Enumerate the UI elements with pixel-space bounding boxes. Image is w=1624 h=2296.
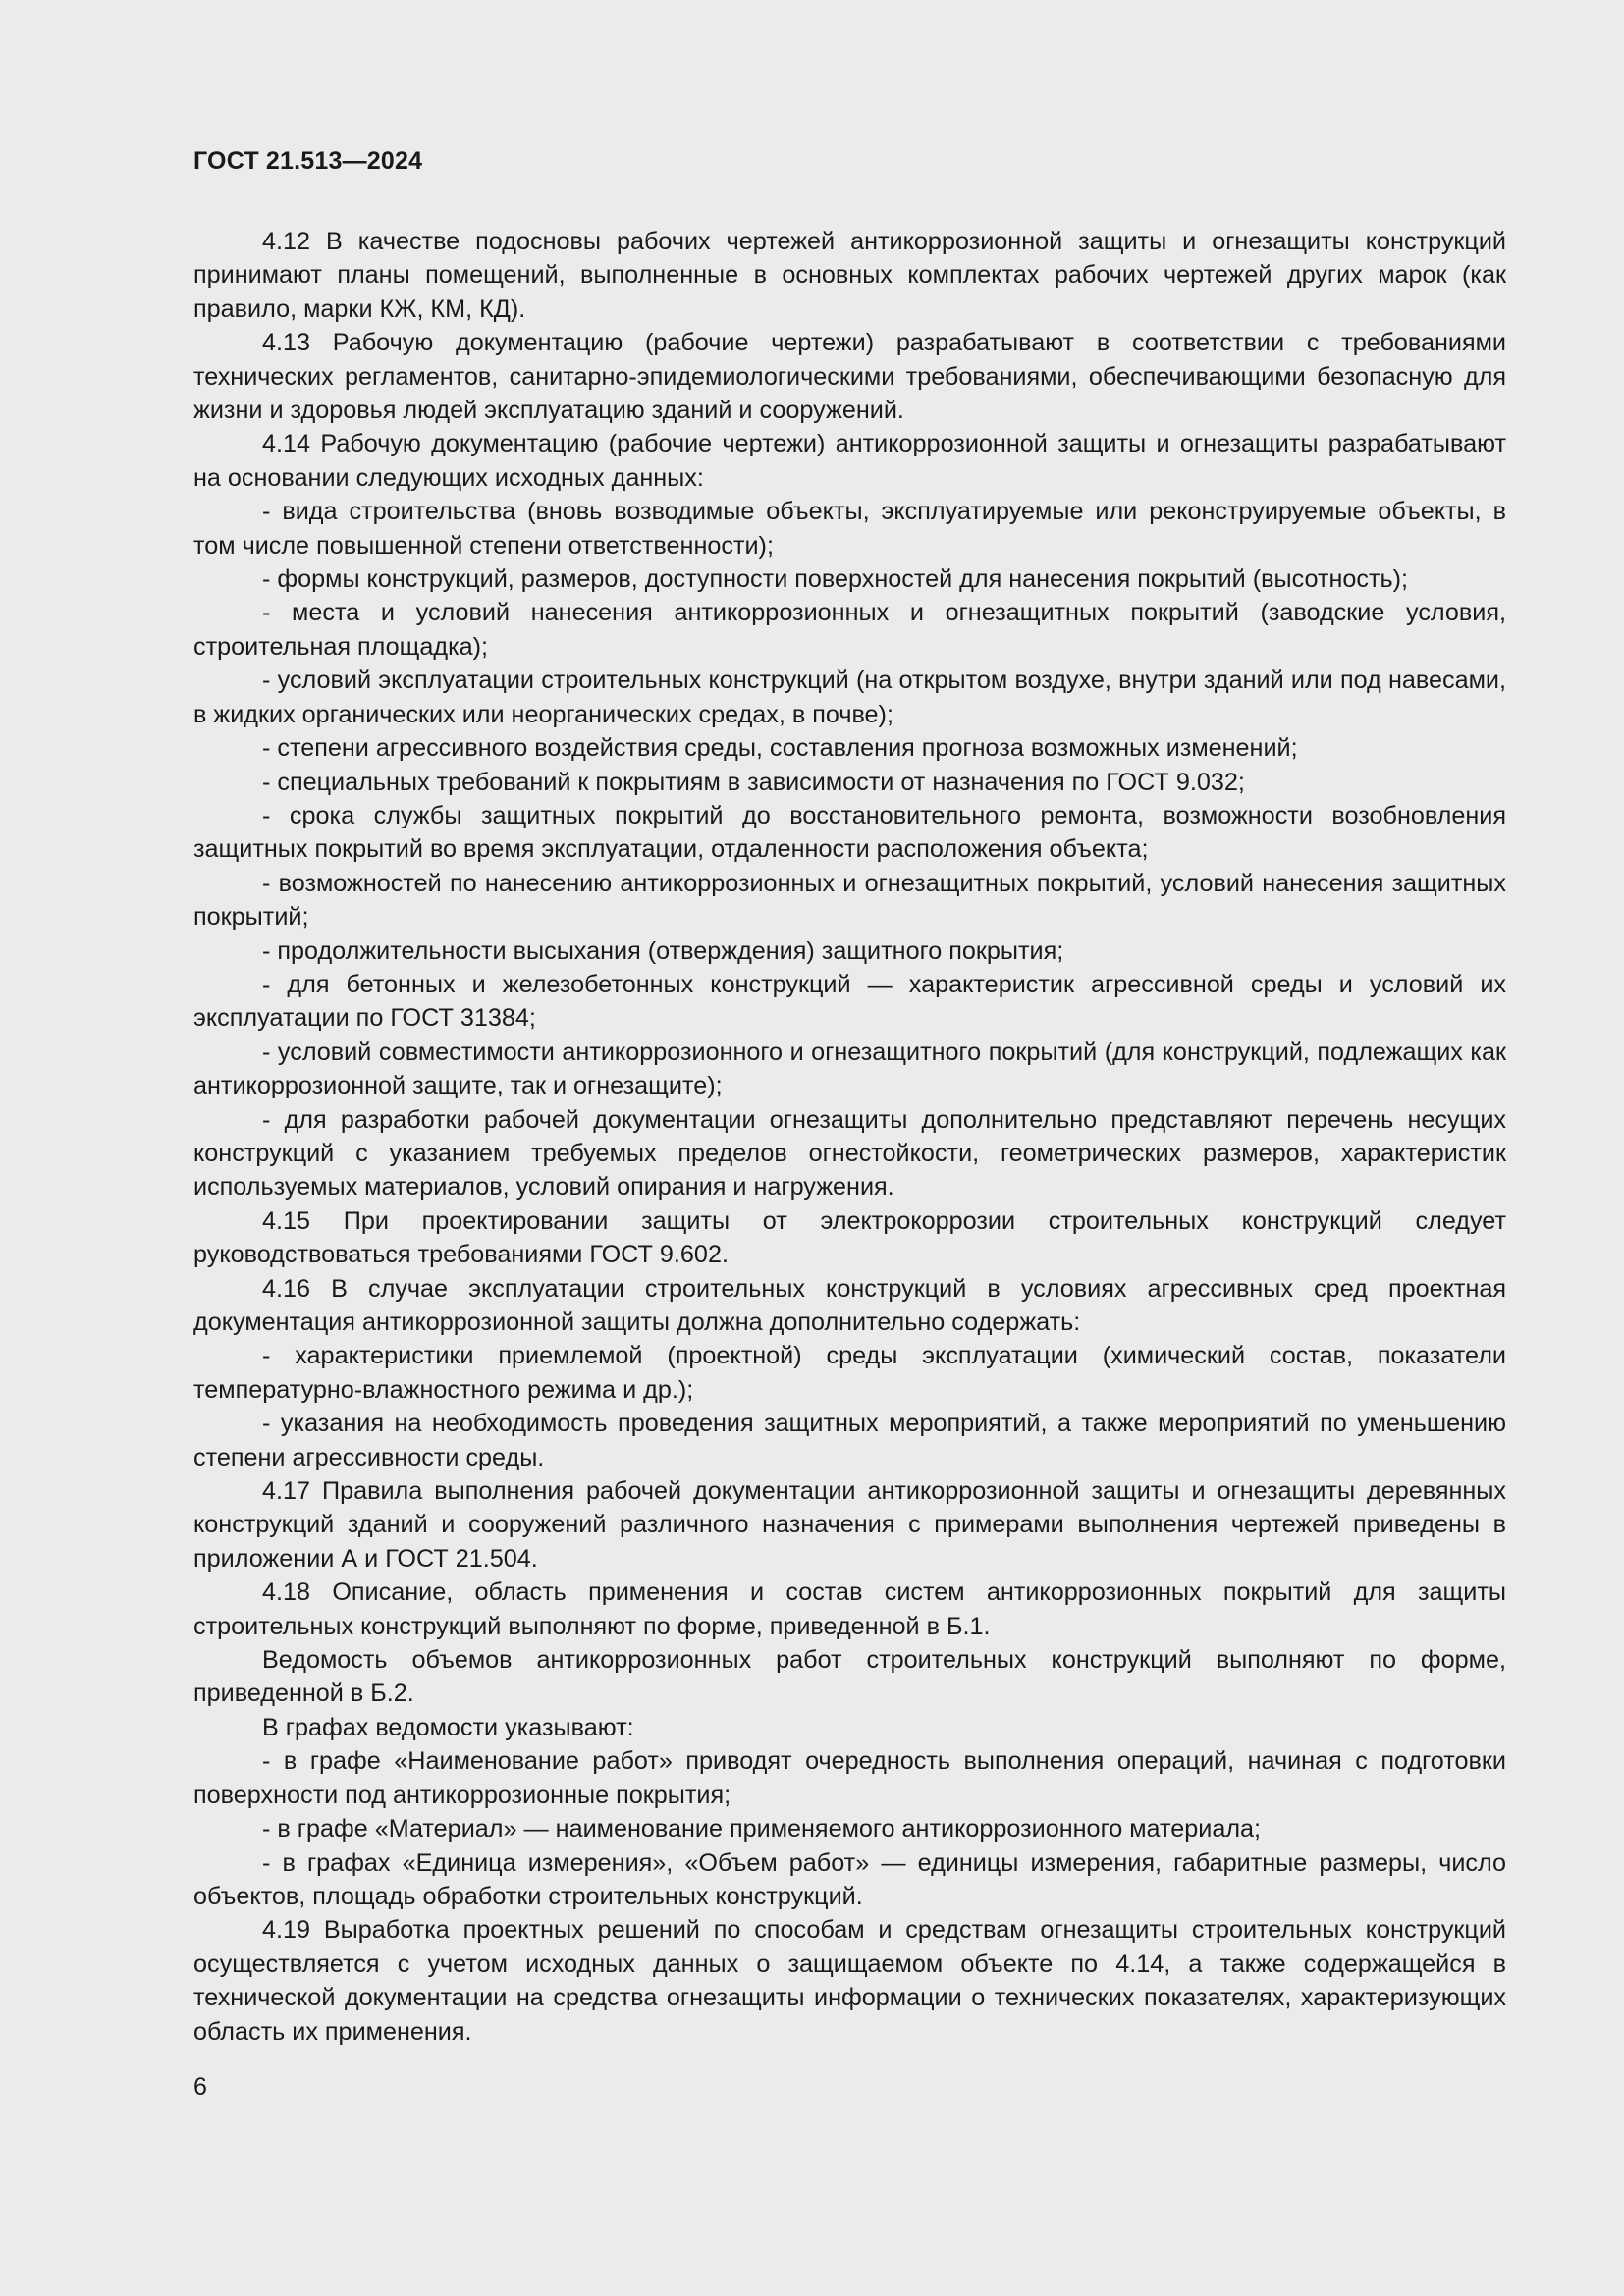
document-body	[193, 225, 1506, 2049]
page-number: 6	[193, 2073, 207, 2101]
paragraph-4-16: 4.16 В случае эксплуатации строительных конструкций в условиях агрессивных сред проектная документация антикоррозионной защиты должна дополнительно содержать:	[193, 1274, 1506, 1336]
paragraph-4-12: 4.12 В качестве подосновы рабочих чертежей антикоррозионной защиты и огнезащиты конструкций принимают планы помещений, выполненные в основных комплектах рабочих чертежей других марок (как правило, марки КЖ, КМ, КД).	[193, 228, 1506, 323]
paragraph: Ведомость объемов антикоррозионных работ строительных конструкций выполняют по форме, приведенной в Б.2.	[193, 1646, 1506, 1708]
document-code-header: ГОСТ 21.513—2024	[193, 147, 423, 175]
paragraph: В графах ведомости указывают:	[262, 1713, 634, 1741]
paragraph-4-13: 4.13 Рабочую документацию (рабочие чертежи) разрабатывают в соответствии с требованиями технических регламентов, санитарно-эпидемиологическими требованиями, обеспечивающими безопасную для жизни и здоровья людей эксплуатацию зданий и сооружений.	[193, 329, 1506, 425]
list-item: - в графе «Материал» — наименование применяемого антикоррозионного материала;	[262, 1815, 1262, 1843]
list-item: - условий совместимости антикоррозионного и огнезащитного покрытий (для конструкций, подлежащих как антикоррозионной защите, так и огнезащите);	[193, 1038, 1506, 1100]
paragraph-4-18: 4.18 Описание, область применения и состав систем антикоррозионных покрытий для защиты строительных конструкций выполняют по форме, приведенной в Б.1.	[193, 1578, 1506, 1640]
paragraph-4-17: 4.17 Правила выполнения рабочей документации антикоррозионной защиты и огнезащиты деревянных конструкций зданий и сооружений различного назначения с примерами выполнения чертежей приведены в приложении А и ГОСТ 21.504.	[193, 1477, 1506, 1573]
paragraph-4-14: 4.14 Рабочую документацию (рабочие чертежи) антикоррозионной защиты и огнезащиты разрабатывают на основании следующих исходных данных:	[193, 430, 1506, 492]
list-item: - продолжительности высыхания (отверждения) защитного покрытия;	[262, 936, 1064, 965]
list-item: - места и условий нанесения антикоррозионных и огнезащитных покрытий (заводские условия, строительная площадка);	[193, 599, 1506, 661]
list-item: - указания на необходимость проведения защитных мероприятий, а также мероприятий по уменьшению степени агрессивности среды.	[193, 1410, 1506, 1471]
list-item: - в графах «Единица измерения», «Объем работ» — единицы измерения, габаритные размеры, число объектов, площадь обработки строительных конструкций.	[193, 1848, 1506, 1910]
list-item: - для разработки рабочей документации огнезащиты дополнительно представляют перечень несущих конструкций с указанием требуемых пределов огнестойкости, геометрических размеров, характеристик используемых материалов, условий опирания и нагружения.	[193, 1105, 1506, 1201]
list-item: - возможностей по нанесению антикоррозионных и огнезащитных покрытий, условий нанесения защитных покрытий;	[193, 869, 1506, 932]
list-item: - условий эксплуатации строительных конструкций (на открытом воздухе, внутри зданий или под навесами, в жидких органических или неорганических средах, в почве);	[193, 667, 1506, 728]
paragraph-4-15: 4.15 При проектировании защиты от электрокоррозии строительных конструкций следует руководствоваться требованиями ГОСТ 9.602.	[193, 1206, 1506, 1269]
list-item: - формы конструкций, размеров, доступности поверхностей для нанесения покрытий (высотность);	[262, 565, 1408, 594]
list-item: - специальных требований к покрытиям в зависимости от назначения по ГОСТ 9.032;	[262, 768, 1245, 796]
list-item: - в графе «Наименование работ» приводят очередность выполнения операций, начиная с подготовки поверхности под антикоррозионные покрытия;	[193, 1747, 1506, 1809]
list-item: - вида строительства (вновь возводимые объекты, эксплуатируемые или реконструируемые объекты, в том числе повышенной степени ответственности);	[193, 498, 1506, 560]
list-item: - степени агрессивного воздействия среды, составления прогноза возможных изменений;	[262, 734, 1298, 763]
list-item: - срока службы защитных покрытий до восстановительного ремонта, возможности возобновления защитных покрытий во время эксплуатации, отдаленности расположения объекта;	[193, 801, 1506, 864]
list-item: - для бетонных и железобетонных конструкций — характеристик агрессивной среды и условий их эксплуатации по ГОСТ 31384;	[193, 970, 1506, 1033]
paragraph-4-19: 4.19 Выработка проектных решений по способам и средствам огнезащиты строительных конструкций осуществляется с учетом исходных данных о защищаемом объекте по 4.14, а также содержащейся в технической документации на средства огнезащиты информации о технических показателях, характеризующих область их применения.	[193, 1916, 1506, 2046]
list-item: - характеристики приемлемой (проектной) среды эксплуатации (химический состав, показатели температурно-влажностного режима и др.);	[193, 1342, 1506, 1404]
